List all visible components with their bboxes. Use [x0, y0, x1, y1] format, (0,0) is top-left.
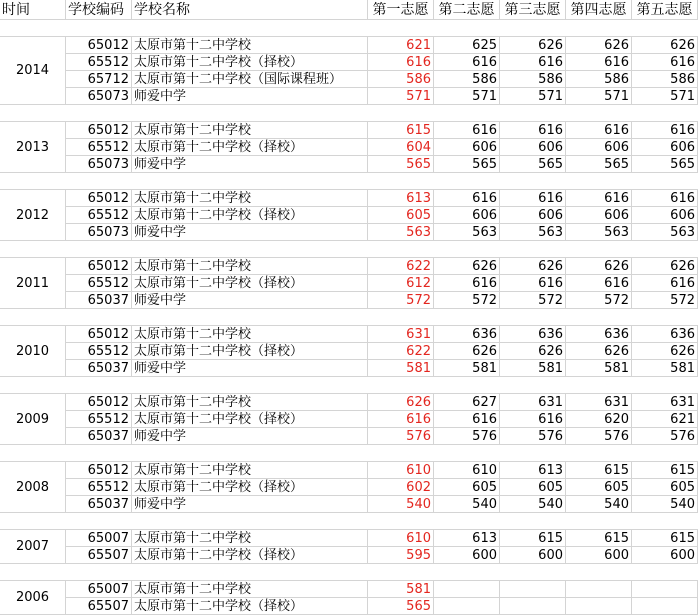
- school-name-cell[interactable]: 师爱中学: [132, 428, 368, 445]
- school-code-cell[interactable]: 65512: [66, 479, 132, 496]
- score-cell-choice-5[interactable]: 576: [632, 428, 698, 445]
- score-cell-choice-5[interactable]: 615: [632, 530, 698, 547]
- school-code-cell[interactable]: 65012: [66, 190, 132, 207]
- score-cell-choice-4[interactable]: 600: [566, 547, 632, 564]
- school-name-cell[interactable]: 师爱中学: [132, 88, 368, 105]
- score-cell-choice-4[interactable]: 626: [566, 258, 632, 275]
- score-cell-choice-2[interactable]: 572: [434, 292, 500, 309]
- score-cell-choice-1[interactable]: 616: [368, 54, 434, 71]
- score-cell-choice-1[interactable]: 572: [368, 292, 434, 309]
- score-cell-choice-5[interactable]: 631: [632, 394, 698, 411]
- score-cell-choice-4[interactable]: 616: [566, 54, 632, 71]
- score-cell-choice-2[interactable]: 616: [434, 411, 500, 428]
- header-school-code[interactable]: 学校编码: [66, 0, 132, 20]
- score-cell-choice-4[interactable]: 631: [566, 394, 632, 411]
- score-cell-choice-1[interactable]: 576: [368, 428, 434, 445]
- score-cell-choice-2[interactable]: 586: [434, 71, 500, 88]
- score-cell-choice-2[interactable]: 613: [434, 530, 500, 547]
- score-cell-choice-2[interactable]: 626: [434, 258, 500, 275]
- school-name-cell[interactable]: 师爱中学: [132, 292, 368, 309]
- school-code-cell[interactable]: 65507: [66, 547, 132, 564]
- score-cell-choice-1[interactable]: 581: [368, 581, 434, 598]
- score-cell-choice-1[interactable]: 615: [368, 122, 434, 139]
- score-cell-choice-3[interactable]: 576: [500, 428, 566, 445]
- school-code-cell[interactable]: 65007: [66, 581, 132, 598]
- score-cell-choice-3[interactable]: 616: [500, 275, 566, 292]
- score-cell-choice-4[interactable]: 606: [566, 139, 632, 156]
- year-cell[interactable]: 2013: [0, 122, 66, 173]
- score-cell-choice-3[interactable]: 626: [500, 258, 566, 275]
- score-cell-choice-1[interactable]: 565: [368, 598, 434, 615]
- school-name-cell[interactable]: 师爱中学: [132, 360, 368, 377]
- year-cell[interactable]: 2014: [0, 37, 66, 105]
- score-cell-choice-2[interactable]: 600: [434, 547, 500, 564]
- school-code-cell[interactable]: 65007: [66, 530, 132, 547]
- spacer-row: [0, 173, 698, 190]
- header-school-name[interactable]: 学校名称: [132, 0, 368, 20]
- score-cell-choice-5[interactable]: 606: [632, 139, 698, 156]
- score-cell-choice-5[interactable]: [632, 598, 698, 615]
- score-cell-choice-3[interactable]: 636: [500, 326, 566, 343]
- score-cell-choice-3[interactable]: 606: [500, 139, 566, 156]
- year-cell[interactable]: 2006: [0, 581, 66, 615]
- spacer-row: [0, 241, 698, 258]
- score-cell-choice-2[interactable]: 576: [434, 428, 500, 445]
- score-cell-choice-3[interactable]: 600: [500, 547, 566, 564]
- school-name-cell[interactable]: 太原市第十二中学校: [132, 581, 368, 598]
- year-cell[interactable]: 2008: [0, 462, 66, 513]
- score-cell-choice-2[interactable]: 616: [434, 122, 500, 139]
- score-cell-choice-1[interactable]: 626: [368, 394, 434, 411]
- score-cell-choice-1[interactable]: 612: [368, 275, 434, 292]
- score-cell-choice-4[interactable]: 626: [566, 37, 632, 54]
- score-cell-choice-5[interactable]: 626: [632, 258, 698, 275]
- school-code-cell[interactable]: 65512: [66, 54, 132, 71]
- school-name-cell[interactable]: 太原市第十二中学校: [132, 258, 368, 275]
- score-cell-choice-2[interactable]: 540: [434, 496, 500, 513]
- score-cell-choice-2[interactable]: 606: [434, 139, 500, 156]
- score-cell-choice-4[interactable]: 616: [566, 122, 632, 139]
- school-code-cell[interactable]: 65037: [66, 428, 132, 445]
- school-name-cell[interactable]: 太原市第十二中学校（择校）: [132, 547, 368, 564]
- school-code-cell[interactable]: 65512: [66, 411, 132, 428]
- header-choice-1[interactable]: 第一志愿: [368, 0, 434, 20]
- school-name-cell[interactable]: 太原市第十二中学校（择校）: [132, 598, 368, 615]
- score-cell-choice-2[interactable]: [434, 598, 500, 615]
- score-cell-choice-1[interactable]: 563: [368, 224, 434, 241]
- school-code-cell[interactable]: 65012: [66, 394, 132, 411]
- score-cell-choice-1[interactable]: 622: [368, 258, 434, 275]
- score-cell-choice-1[interactable]: 604: [368, 139, 434, 156]
- score-cell-choice-1[interactable]: 595: [368, 547, 434, 564]
- score-cell-choice-2[interactable]: 616: [434, 275, 500, 292]
- spacer-row: [0, 377, 698, 394]
- score-cell-choice-2[interactable]: 616: [434, 190, 500, 207]
- score-cell-choice-5[interactable]: 600: [632, 547, 698, 564]
- score-cell-choice-1[interactable]: 610: [368, 530, 434, 547]
- school-code-cell[interactable]: 65012: [66, 37, 132, 54]
- score-cell-choice-4[interactable]: 626: [566, 343, 632, 360]
- school-code-cell[interactable]: 65712: [66, 71, 132, 88]
- score-cell-choice-3[interactable]: 571: [500, 88, 566, 105]
- school-code-cell[interactable]: 65073: [66, 88, 132, 105]
- score-cell-choice-1[interactable]: 605: [368, 207, 434, 224]
- score-cell-choice-5[interactable]: 540: [632, 496, 698, 513]
- score-cell-choice-4[interactable]: 605: [566, 479, 632, 496]
- school-code-cell[interactable]: 65512: [66, 139, 132, 156]
- score-cell-choice-2[interactable]: 565: [434, 156, 500, 173]
- score-cell-choice-1[interactable]: 622: [368, 343, 434, 360]
- score-cell-choice-5[interactable]: 616: [632, 190, 698, 207]
- score-cell-choice-5[interactable]: 616: [632, 122, 698, 139]
- score-cell-choice-2[interactable]: 571: [434, 88, 500, 105]
- score-cell-choice-3[interactable]: 631: [500, 394, 566, 411]
- score-cell-choice-4[interactable]: 620: [566, 411, 632, 428]
- school-name-cell[interactable]: 太原市第十二中学校: [132, 530, 368, 547]
- score-cell-choice-5[interactable]: 615: [632, 462, 698, 479]
- school-code-cell[interactable]: 65073: [66, 156, 132, 173]
- header-choice-3[interactable]: 第三志愿: [500, 0, 566, 20]
- score-cell-choice-1[interactable]: 540: [368, 496, 434, 513]
- score-cell-choice-4[interactable]: 571: [566, 88, 632, 105]
- score-cell-choice-1[interactable]: 565: [368, 156, 434, 173]
- school-name-cell[interactable]: 师爱中学: [132, 156, 368, 173]
- score-cell-choice-4[interactable]: 572: [566, 292, 632, 309]
- score-cell-choice-3[interactable]: 616: [500, 122, 566, 139]
- score-cell-choice-5[interactable]: 621: [632, 411, 698, 428]
- school-name-cell[interactable]: 太原市第十二中学校: [132, 122, 368, 139]
- school-code-cell[interactable]: 65512: [66, 207, 132, 224]
- score-cell-choice-3[interactable]: 565: [500, 156, 566, 173]
- spacer-row: [0, 20, 698, 37]
- score-cell-choice-2[interactable]: 610: [434, 462, 500, 479]
- score-cell-choice-5[interactable]: [632, 581, 698, 598]
- score-cell-choice-1[interactable]: 581: [368, 360, 434, 377]
- school-name-cell[interactable]: 太原市第十二中学校（国际课程班）: [132, 71, 368, 88]
- header-year[interactable]: 时间: [0, 0, 66, 20]
- score-cell-choice-5[interactable]: 616: [632, 275, 698, 292]
- score-cell-choice-3[interactable]: 581: [500, 360, 566, 377]
- score-cell-choice-4[interactable]: 540: [566, 496, 632, 513]
- spacer-row: [0, 564, 698, 581]
- school-name-cell[interactable]: 太原市第十二中学校（择校）: [132, 275, 368, 292]
- score-cell-choice-2[interactable]: 563: [434, 224, 500, 241]
- score-cell-choice-5[interactable]: 606: [632, 207, 698, 224]
- score-cell-choice-1[interactable]: 602: [368, 479, 434, 496]
- score-cell-choice-3[interactable]: 605: [500, 479, 566, 496]
- score-cell-choice-2[interactable]: 626: [434, 343, 500, 360]
- school-name-cell[interactable]: 太原市第十二中学校（择校）: [132, 54, 368, 71]
- year-cell[interactable]: 2011: [0, 258, 66, 309]
- score-cell-choice-2[interactable]: 625: [434, 37, 500, 54]
- score-cell-choice-4[interactable]: 615: [566, 530, 632, 547]
- school-name-cell[interactable]: 太原市第十二中学校: [132, 190, 368, 207]
- score-cell-choice-3[interactable]: 615: [500, 530, 566, 547]
- school-code-cell[interactable]: 65012: [66, 462, 132, 479]
- score-cell-choice-4[interactable]: 606: [566, 207, 632, 224]
- spacer-row: [0, 445, 698, 462]
- score-cell-choice-5[interactable]: 572: [632, 292, 698, 309]
- school-name-cell[interactable]: 师爱中学: [132, 224, 368, 241]
- school-name-cell[interactable]: 太原市第十二中学校（择校）: [132, 207, 368, 224]
- score-cell-choice-2[interactable]: 606: [434, 207, 500, 224]
- score-cell-choice-4[interactable]: 563: [566, 224, 632, 241]
- school-name-cell[interactable]: 太原市第十二中学校（择校）: [132, 343, 368, 360]
- score-cell-choice-2[interactable]: 627: [434, 394, 500, 411]
- score-cell-choice-4[interactable]: 616: [566, 275, 632, 292]
- score-cell-choice-2[interactable]: 605: [434, 479, 500, 496]
- year-cell[interactable]: 2010: [0, 326, 66, 377]
- score-cell-choice-5[interactable]: 571: [632, 88, 698, 105]
- year-cell[interactable]: 2007: [0, 530, 66, 564]
- score-cell-choice-5[interactable]: 626: [632, 37, 698, 54]
- score-cell-choice-3[interactable]: 626: [500, 343, 566, 360]
- school-code-cell[interactable]: 65012: [66, 122, 132, 139]
- score-cell-choice-1[interactable]: 631: [368, 326, 434, 343]
- score-cell-choice-5[interactable]: 586: [632, 71, 698, 88]
- score-cell-choice-4[interactable]: 616: [566, 190, 632, 207]
- score-cell-choice-3[interactable]: 540: [500, 496, 566, 513]
- school-name-cell[interactable]: 太原市第十二中学校（择校）: [132, 479, 368, 496]
- school-code-cell[interactable]: 65512: [66, 275, 132, 292]
- score-cell-choice-1[interactable]: 571: [368, 88, 434, 105]
- score-cell-choice-3[interactable]: [500, 598, 566, 615]
- school-code-cell[interactable]: 65507: [66, 598, 132, 615]
- score-cell-choice-1[interactable]: 616: [368, 411, 434, 428]
- score-cell-choice-3[interactable]: 613: [500, 462, 566, 479]
- score-cell-choice-3[interactable]: 616: [500, 54, 566, 71]
- score-cell-choice-1[interactable]: 613: [368, 190, 434, 207]
- school-name-cell[interactable]: 太原市第十二中学校: [132, 462, 368, 479]
- score-cell-choice-2[interactable]: [434, 581, 500, 598]
- school-name-cell[interactable]: 太原市第十二中学校: [132, 326, 368, 343]
- score-cell-choice-5[interactable]: 605: [632, 479, 698, 496]
- score-cell-choice-2[interactable]: 581: [434, 360, 500, 377]
- score-cell-choice-3[interactable]: 572: [500, 292, 566, 309]
- score-cell-choice-2[interactable]: 636: [434, 326, 500, 343]
- school-code-cell[interactable]: 65037: [66, 496, 132, 513]
- score-cell-choice-3[interactable]: 616: [500, 190, 566, 207]
- year-cell[interactable]: 2009: [0, 394, 66, 445]
- score-cell-choice-3[interactable]: 606: [500, 207, 566, 224]
- score-cell-choice-3[interactable]: 616: [500, 411, 566, 428]
- score-cell-choice-4[interactable]: 586: [566, 71, 632, 88]
- school-code-cell[interactable]: 65073: [66, 224, 132, 241]
- score-cell-choice-3[interactable]: 626: [500, 37, 566, 54]
- school-name-cell[interactable]: 太原市第十二中学校: [132, 394, 368, 411]
- year-cell[interactable]: 2012: [0, 190, 66, 241]
- score-cell-choice-1[interactable]: 621: [368, 37, 434, 54]
- score-cell-choice-4[interactable]: [566, 598, 632, 615]
- school-name-cell[interactable]: 太原市第十二中学校: [132, 37, 368, 54]
- score-cell-choice-4[interactable]: 576: [566, 428, 632, 445]
- score-cell-choice-5[interactable]: 581: [632, 360, 698, 377]
- spacer-row: [0, 105, 698, 122]
- score-cell-choice-4[interactable]: [566, 581, 632, 598]
- score-cell-choice-5[interactable]: 565: [632, 156, 698, 173]
- header-choice-2[interactable]: 第二志愿: [434, 0, 500, 20]
- score-cell-choice-2[interactable]: 616: [434, 54, 500, 71]
- score-cell-choice-1[interactable]: 586: [368, 71, 434, 88]
- score-cell-choice-4[interactable]: 615: [566, 462, 632, 479]
- school-code-cell[interactable]: 65512: [66, 343, 132, 360]
- school-code-cell[interactable]: 65012: [66, 258, 132, 275]
- school-code-cell[interactable]: 65012: [66, 326, 132, 343]
- score-cell-choice-5[interactable]: 563: [632, 224, 698, 241]
- header-choice-5[interactable]: 第五志愿: [632, 0, 698, 20]
- header-choice-4[interactable]: 第四志愿: [566, 0, 632, 20]
- score-cell-choice-3[interactable]: [500, 581, 566, 598]
- spacer-row: [0, 309, 698, 326]
- score-cell-choice-3[interactable]: 586: [500, 71, 566, 88]
- school-code-cell[interactable]: 65037: [66, 360, 132, 377]
- score-cell-choice-4[interactable]: 581: [566, 360, 632, 377]
- score-cell-choice-5[interactable]: 616: [632, 54, 698, 71]
- score-cell-choice-4[interactable]: 565: [566, 156, 632, 173]
- score-cell-choice-5[interactable]: 626: [632, 343, 698, 360]
- school-code-cell[interactable]: 65037: [66, 292, 132, 309]
- score-cell-choice-4[interactable]: 636: [566, 326, 632, 343]
- score-cell-choice-1[interactable]: 610: [368, 462, 434, 479]
- score-cell-choice-3[interactable]: 563: [500, 224, 566, 241]
- school-name-cell[interactable]: 太原市第十二中学校（择校）: [132, 411, 368, 428]
- spacer-row: [0, 513, 698, 530]
- school-name-cell[interactable]: 师爱中学: [132, 496, 368, 513]
- score-cell-choice-5[interactable]: 636: [632, 326, 698, 343]
- school-name-cell[interactable]: 太原市第十二中学校（择校）: [132, 139, 368, 156]
